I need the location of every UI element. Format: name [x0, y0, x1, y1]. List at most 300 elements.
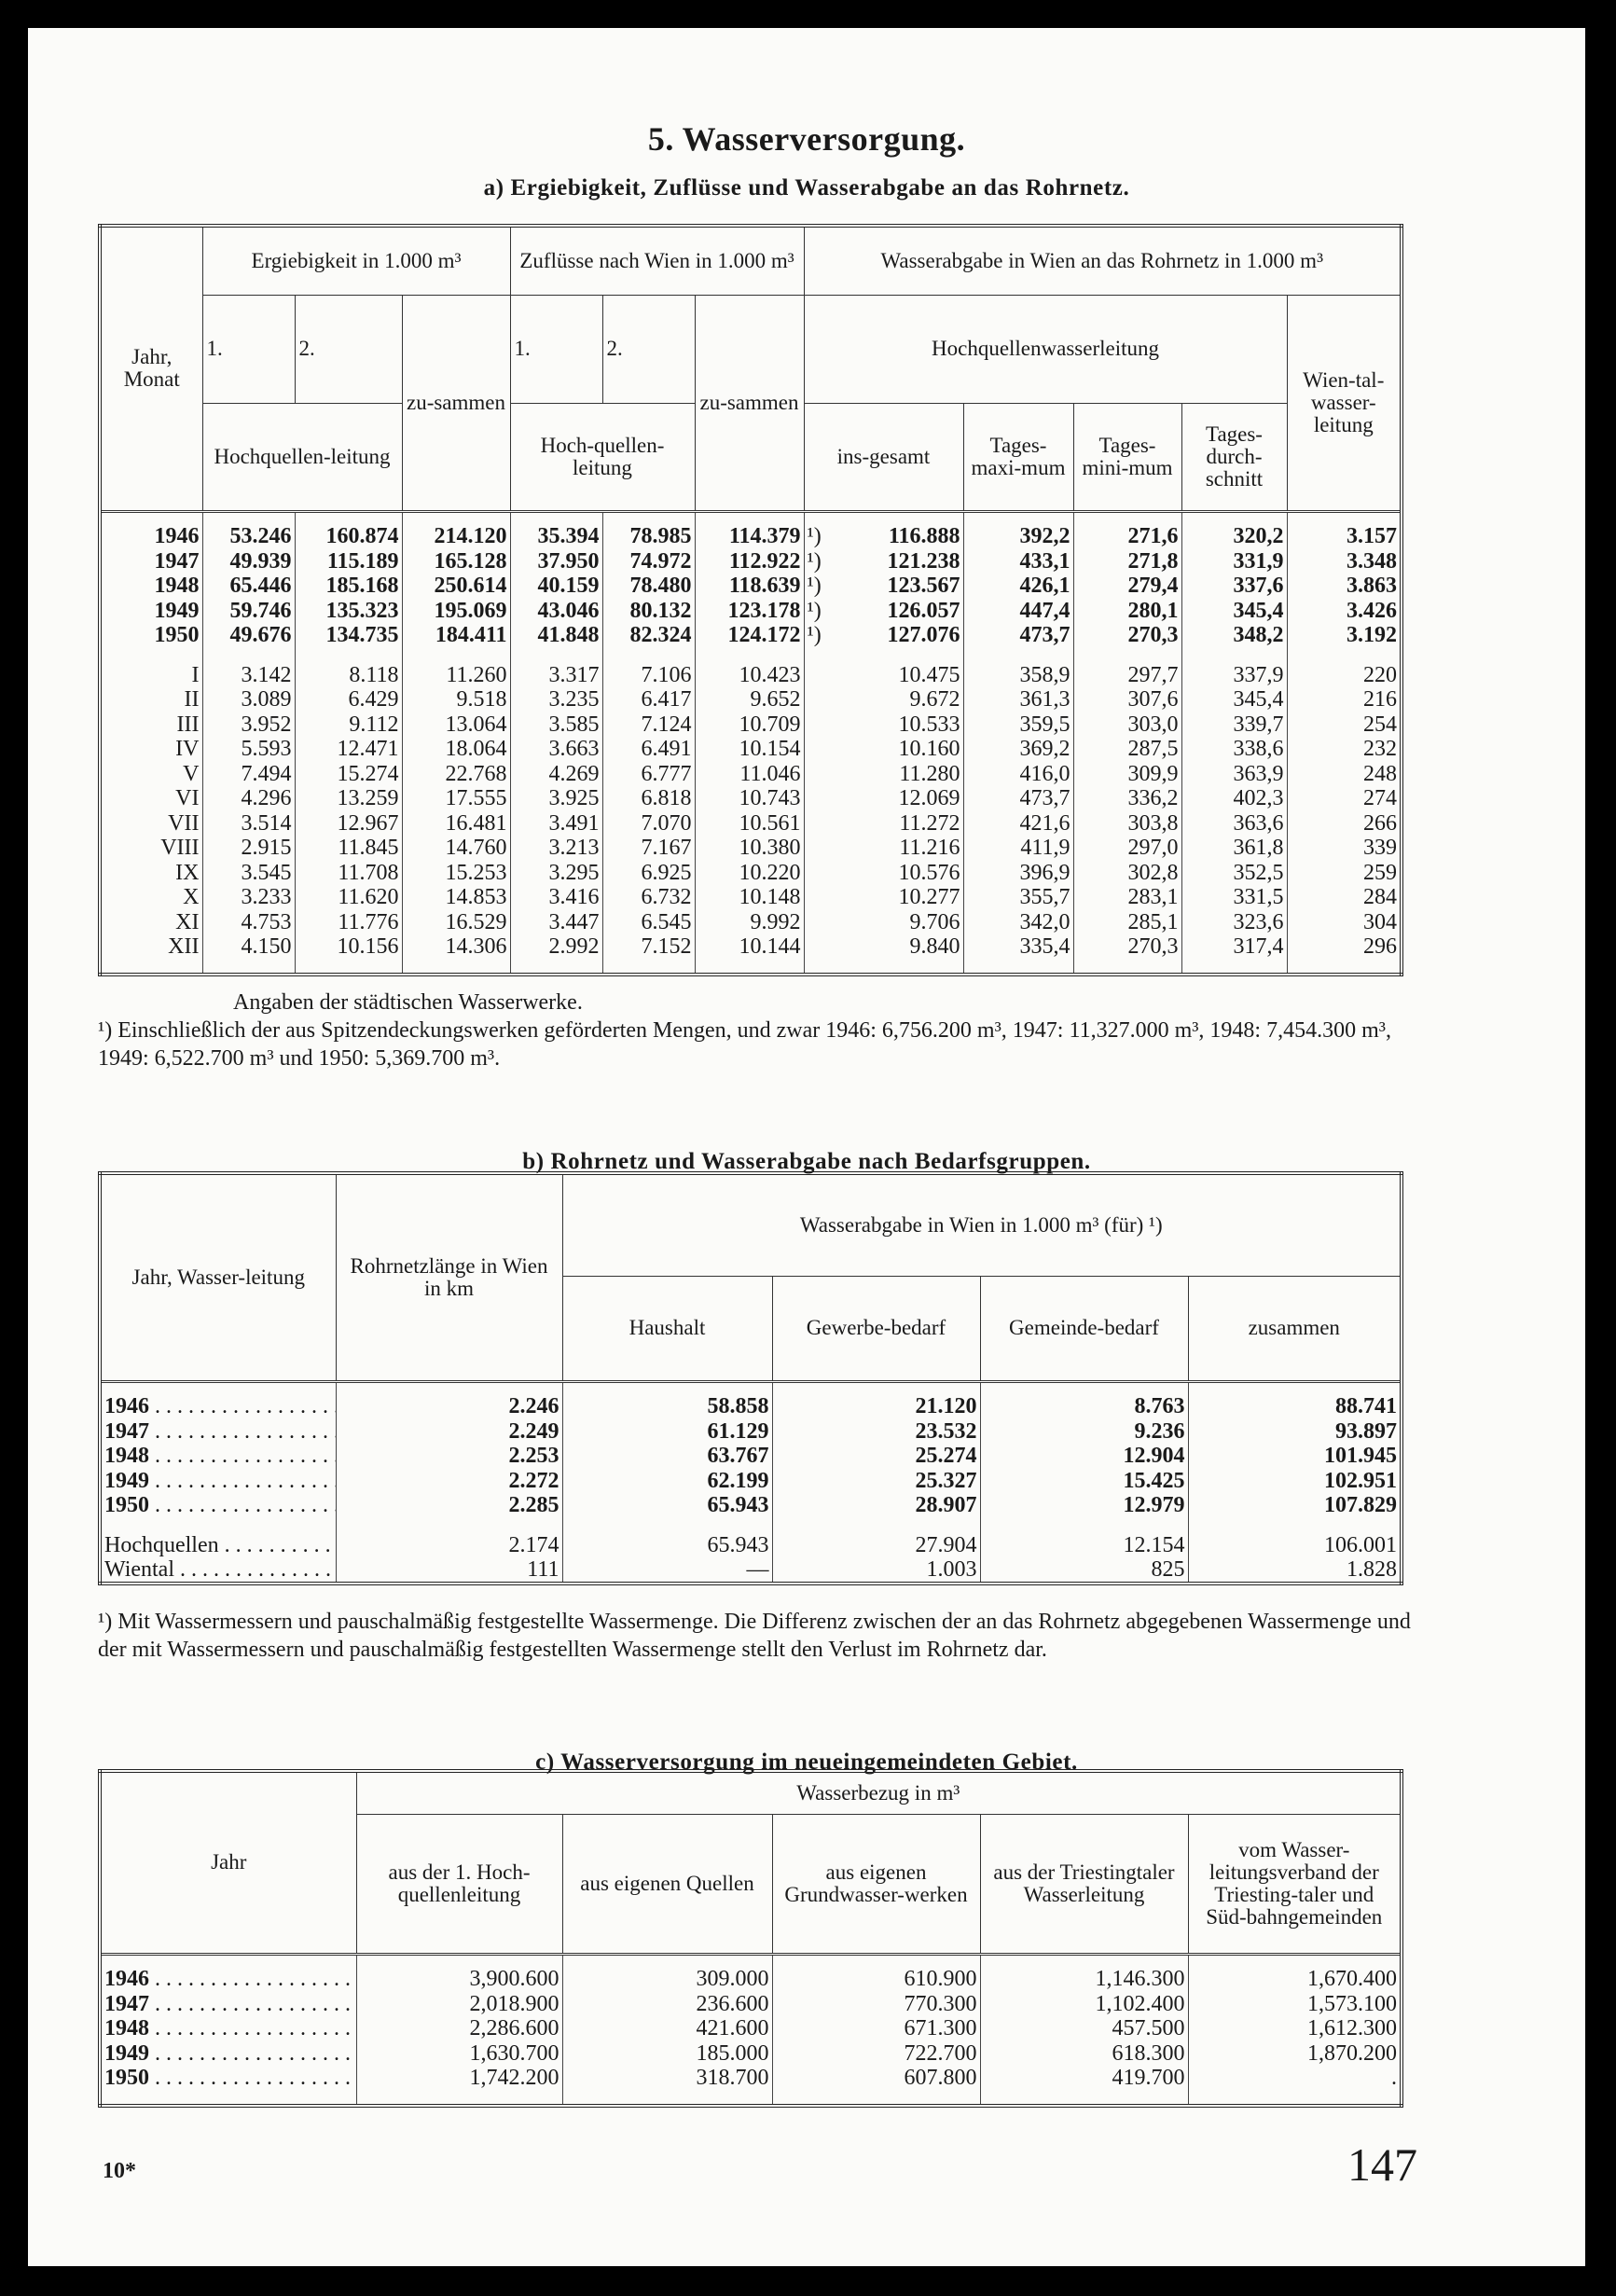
- value-cell: 361,8: [1181, 836, 1287, 861]
- value-cell: 23.532: [772, 1419, 980, 1445]
- value-cell: 323,6: [1181, 910, 1287, 935]
- label: Wiental: [104, 1557, 174, 1582]
- table-row: [100, 1493, 1402, 1518]
- value-cell: 3.235: [510, 687, 602, 712]
- value-cell: 40.159: [510, 574, 602, 599]
- value-cell: 35.394: [510, 524, 602, 549]
- table-row: [100, 599, 1402, 624]
- value-cell: 1,870.200: [1188, 2041, 1402, 2067]
- value-cell: 165.128: [402, 549, 510, 574]
- value-cell: 22.768: [402, 762, 510, 787]
- dot-leader: [149, 1992, 356, 2016]
- table-row: [100, 811, 1402, 837]
- row-label: I: [191, 662, 200, 687]
- footnote-ref: ¹): [807, 598, 822, 623]
- spacer-cell: [100, 1518, 336, 1533]
- value-cell: 331,5: [1181, 885, 1287, 910]
- value-cell: 336,2: [1073, 786, 1181, 811]
- value-cell: 331,9: [1181, 549, 1287, 574]
- value-cell: 3.142: [202, 663, 295, 688]
- value-cell: 12.979: [980, 1493, 1188, 1518]
- value-cell: 3.233: [202, 885, 295, 910]
- value-cell: 3.157: [1287, 524, 1402, 549]
- value-cell: 271,6: [1073, 524, 1181, 549]
- dot-leader: [149, 1394, 336, 1418]
- row-label: VIII: [160, 836, 200, 861]
- value: 9.672: [909, 687, 960, 712]
- value-cell: 825: [980, 1557, 1188, 1584]
- value-cell: 53.246: [202, 524, 295, 549]
- value-cell: 303,0: [1073, 712, 1181, 738]
- table-row: [100, 737, 1402, 762]
- value-cell: 1,670.400: [1188, 1967, 1402, 1992]
- footnote-ref: ¹): [807, 574, 822, 599]
- row-label: [100, 1557, 336, 1584]
- value-cell: 214.120: [402, 524, 510, 549]
- value-cell: 2.992: [510, 934, 602, 960]
- table-row: [100, 2066, 1402, 2091]
- table-row: [100, 836, 1402, 861]
- value-cell: 9.992: [695, 910, 804, 935]
- spacer-cell: [1188, 1381, 1402, 1394]
- spacer-cell: [804, 960, 963, 975]
- spacer-cell: [100, 1381, 336, 1394]
- table-row: [100, 712, 1402, 738]
- value-cell: 41.848: [510, 623, 602, 648]
- value-cell: 3.514: [202, 811, 295, 837]
- value-cell: 317,4: [1181, 934, 1287, 960]
- value-cell: 37.950: [510, 549, 602, 574]
- spacer-cell: [562, 2091, 772, 2106]
- table-row: [100, 762, 1402, 787]
- value-cell: 9.652: [695, 687, 804, 712]
- header-zusammen: zusammen: [1188, 1276, 1402, 1381]
- row-label: II: [184, 687, 200, 712]
- header-rohrnetz: Rohrnetzlänge in Wien in km: [336, 1173, 562, 1381]
- table-row: [100, 1557, 1402, 1584]
- value-cell: 11.845: [295, 836, 402, 861]
- dot-leader: [219, 1533, 336, 1557]
- header-verband: vom Wasser-leitungsverband der Triesting-taler und Süd-bahngemeinden: [1188, 1814, 1402, 1954]
- page-title: 5. Wasserversorgung.: [647, 120, 966, 158]
- section-a-heading: a) Ergiebigkeit, Zuflüsse und Wasserabgabe an das Rohrnetz.: [483, 175, 1130, 201]
- value-cell: .: [1188, 2066, 1402, 2091]
- value-cell: 392,2: [963, 524, 1073, 549]
- value-cell: 473,7: [963, 623, 1073, 648]
- value: 10.277: [898, 885, 960, 910]
- value-cell: 78.480: [602, 574, 695, 599]
- value-cell: 3.952: [202, 712, 295, 738]
- value-cell: 1,573.100: [1188, 1992, 1402, 2017]
- table-row: [100, 1967, 1402, 1992]
- table-row: [100, 910, 1402, 935]
- value-cell: 342,0: [963, 910, 1073, 935]
- dot-leader: [149, 1967, 356, 1991]
- value-cell: 296: [1287, 934, 1402, 960]
- spacer-cell: [980, 1381, 1188, 1394]
- value-cell: 135.323: [295, 599, 402, 624]
- value-cell: [804, 811, 963, 837]
- spacer-cell: [562, 1381, 772, 1394]
- value-cell: 58.858: [562, 1394, 772, 1419]
- table-row: [100, 1533, 1402, 1558]
- spacer-cell: [1188, 1518, 1402, 1533]
- value-cell: 297,0: [1073, 836, 1181, 861]
- value-cell: 6.491: [602, 737, 695, 762]
- table-row: [100, 885, 1402, 910]
- row-label: [100, 1967, 356, 1992]
- header-hochquellenleitung-2: Hoch-quellen-leitung: [510, 403, 695, 511]
- row-label: VI: [175, 786, 200, 811]
- value-cell: 3.585: [510, 712, 602, 738]
- spacer-cell: [1073, 648, 1181, 663]
- value-cell: 2.246: [336, 1394, 562, 1419]
- value-cell: 1,146.300: [980, 1967, 1188, 1992]
- value-cell: 74.972: [602, 549, 695, 574]
- value-cell: 7.167: [602, 836, 695, 861]
- value-cell: 6.925: [602, 861, 695, 886]
- header-zu-zusammen: zu-sammen: [695, 295, 804, 511]
- row-label: [100, 2016, 356, 2041]
- signature-mark: 10*: [103, 2159, 136, 2183]
- row-label: [100, 2041, 356, 2067]
- value-cell: [804, 786, 963, 811]
- value: 10.160: [898, 737, 960, 762]
- value: 121.238: [887, 548, 960, 574]
- table-row: [100, 1444, 1402, 1469]
- value-cell: 185.168: [295, 574, 402, 599]
- value-cell: 402,3: [1181, 786, 1287, 811]
- value-cell: 236.600: [562, 1992, 772, 2017]
- value-cell: —: [562, 1557, 772, 1584]
- value-cell: 14.306: [402, 934, 510, 960]
- value-cell: 7.152: [602, 934, 695, 960]
- spacer-cell: [100, 1954, 356, 1967]
- spacer-cell: [602, 648, 695, 663]
- row-label: III: [176, 712, 200, 737]
- value-cell: 4.296: [202, 786, 295, 811]
- value-cell: [804, 737, 963, 762]
- row-label: [100, 1992, 356, 2017]
- table-row: [100, 2041, 1402, 2067]
- value-cell: 419.700: [980, 2066, 1188, 2091]
- spacer-cell: [402, 511, 510, 524]
- table-row: [100, 1469, 1402, 1494]
- label: 1946: [104, 1394, 149, 1419]
- value-cell: 3.426: [1287, 599, 1402, 624]
- header-jahr: Jahr, Wasser-leitung: [100, 1173, 336, 1381]
- dot-leader: [149, 1444, 336, 1468]
- value-cell: 21.120: [772, 1394, 980, 1419]
- value-cell: 9.518: [402, 687, 510, 712]
- footnote-mark: ¹): [98, 1018, 113, 1043]
- value-cell: 4.269: [510, 762, 602, 787]
- table-c: [98, 1769, 1403, 2108]
- spacer-cell: [772, 1954, 980, 1967]
- row-label: V: [183, 761, 200, 786]
- value-cell: 250.614: [402, 574, 510, 599]
- dot-leader: [149, 2066, 356, 2090]
- value-cell: 112.922: [695, 549, 804, 574]
- value-cell: 25.327: [772, 1469, 980, 1494]
- value-cell: 65.446: [202, 574, 295, 599]
- value-cell: 345,4: [1181, 687, 1287, 712]
- value-cell: 10.423: [695, 663, 804, 688]
- table-b: [98, 1171, 1403, 1585]
- value-cell: [804, 861, 963, 886]
- spacer-cell: [1181, 648, 1287, 663]
- value-cell: [804, 910, 963, 935]
- spacer-cell: [980, 2091, 1188, 2106]
- value-cell: 2.915: [202, 836, 295, 861]
- spacer-cell: [1073, 960, 1181, 975]
- spacer-cell: [510, 960, 602, 975]
- value-cell: 3.447: [510, 910, 602, 935]
- dot-leader: [149, 1469, 336, 1493]
- value-cell: 335,4: [963, 934, 1073, 960]
- value-cell: 184.411: [402, 623, 510, 648]
- value-cell: 1,742.200: [356, 2066, 562, 2091]
- value-cell: 433,1: [963, 549, 1073, 574]
- label: 1948: [104, 2016, 149, 2041]
- row-label: [100, 1493, 336, 1518]
- value-cell: 266: [1287, 811, 1402, 837]
- row-label: [100, 2066, 356, 2091]
- spacer-cell: [980, 1518, 1188, 1533]
- value-cell: 10.156: [295, 934, 402, 960]
- value-cell: 3.192: [1287, 623, 1402, 648]
- value-cell: 618.300: [980, 2041, 1188, 2067]
- value-cell: 8.763: [980, 1394, 1188, 1419]
- value-cell: 396,9: [963, 861, 1073, 886]
- spacer-cell: [295, 511, 402, 524]
- value-cell: 18.064: [402, 737, 510, 762]
- header-insgesamt: ins-gesamt: [804, 403, 963, 511]
- value-cell: 118.639: [695, 574, 804, 599]
- dot-leader: [174, 1557, 336, 1582]
- table-row: [100, 1518, 1402, 1533]
- spacer-cell: [510, 511, 602, 524]
- spacer-cell: [602, 960, 695, 975]
- table-row: [100, 934, 1402, 960]
- value-cell: 457.500: [980, 2016, 1188, 2041]
- spacer-cell: [695, 648, 804, 663]
- header-hochquellenwasserleitung: Hochquellenwasserleitung: [804, 295, 1287, 403]
- value-cell: 1,630.700: [356, 2041, 562, 2067]
- value-cell: 13.064: [402, 712, 510, 738]
- value-cell: [804, 623, 963, 648]
- value-cell: 279,4: [1073, 574, 1181, 599]
- value-cell: 7.106: [602, 663, 695, 688]
- value: 10.576: [898, 860, 960, 885]
- value-cell: 421,6: [963, 811, 1073, 837]
- spacer-cell: [100, 511, 202, 524]
- value-cell: 271,8: [1073, 549, 1181, 574]
- footnote-b: [98, 1608, 1422, 1664]
- spacer-cell: [772, 2091, 980, 2106]
- spacer-cell: [1188, 1954, 1402, 1967]
- value-cell: 3,900.600: [356, 1967, 562, 1992]
- value: 127.076: [887, 623, 960, 648]
- table-row: [100, 663, 1402, 688]
- value-cell: [804, 663, 963, 688]
- value-cell: 13.259: [295, 786, 402, 811]
- header-zufluesse: Zuflüsse nach Wien in 1.000 m³: [510, 226, 804, 295]
- header-gemeinde: Gemeinde-bedarf: [980, 1276, 1188, 1381]
- value-cell: 303,8: [1073, 811, 1181, 837]
- value: 10.533: [898, 712, 960, 737]
- value-cell: 61.129: [562, 1419, 772, 1445]
- value-cell: 88.741: [1188, 1394, 1402, 1419]
- table-row: [100, 623, 1402, 648]
- header-tagesminimum: Tages-mini-mum: [1073, 403, 1181, 511]
- value-cell: 3.491: [510, 811, 602, 837]
- value-cell: 15.253: [402, 861, 510, 886]
- value-cell: 3.213: [510, 836, 602, 861]
- spacer-cell: [980, 1954, 1188, 1967]
- table-row: [100, 549, 1402, 574]
- table-row: [100, 1954, 1402, 1967]
- spacer-cell: [562, 1954, 772, 1967]
- value-cell: 82.324: [602, 623, 695, 648]
- value-cell: 2,286.600: [356, 2016, 562, 2041]
- row-label: [100, 1444, 336, 1469]
- header-tagesmaximum: Tages-maxi-mum: [963, 403, 1073, 511]
- value-cell: 287,5: [1073, 737, 1181, 762]
- label: 1949: [104, 2040, 149, 2066]
- value-cell: 14.760: [402, 836, 510, 861]
- table-row: [100, 574, 1402, 599]
- value: 11.280: [899, 761, 960, 786]
- value-cell: 111: [336, 1557, 562, 1584]
- header-wasserabgabe: Wasserabgabe in Wien an das Rohrnetz in 1.000 m³: [804, 226, 1402, 295]
- value-cell: 11.776: [295, 910, 402, 935]
- table-row: [100, 960, 1402, 975]
- value-cell: 284: [1287, 885, 1402, 910]
- value-cell: 160.874: [295, 524, 402, 549]
- value: 10.475: [898, 662, 960, 687]
- value-cell: 337,6: [1181, 574, 1287, 599]
- value-cell: 416,0: [963, 762, 1073, 787]
- value-cell: 2.285: [336, 1493, 562, 1518]
- value: 11.272: [899, 810, 960, 836]
- value-cell: 2.249: [336, 1419, 562, 1445]
- value-cell: 610.900: [772, 1967, 980, 1992]
- label: 1948: [104, 1444, 149, 1469]
- value-cell: 1.003: [772, 1557, 980, 1584]
- header-haushalt: Haushalt: [562, 1276, 772, 1381]
- value-cell: 426,1: [963, 574, 1073, 599]
- value-cell: [804, 762, 963, 787]
- value-cell: 345,4: [1181, 599, 1287, 624]
- value-cell: 297,7: [1073, 663, 1181, 688]
- footnote-text: Mit Wassermessern und pauschalmäßig festgestellte Wassermenge. Die Differenz zwischen der an das Rohrnetz abgegebenen Wassermenge und der mit Wassermessern und pauschalmäßig festgestellten Wassermenge stellt den Verlust im Rohrnetz dar.: [98, 1610, 1411, 1662]
- spacer-cell: [1287, 511, 1402, 524]
- dot-leader: [149, 2041, 356, 2066]
- value-cell: 6.429: [295, 687, 402, 712]
- spacer-cell: [100, 648, 202, 663]
- value-cell: 9.236: [980, 1419, 1188, 1445]
- value-cell: 2,018.900: [356, 1992, 562, 2017]
- value-cell: 6.417: [602, 687, 695, 712]
- spacer-cell: [336, 1381, 562, 1394]
- row-label: [100, 1469, 336, 1494]
- spacer-cell: [402, 648, 510, 663]
- header-jahr: Jahr: [100, 1771, 356, 1954]
- value-cell: 10.743: [695, 786, 804, 811]
- value: 123.567: [887, 574, 960, 599]
- value-cell: 3.416: [510, 885, 602, 910]
- spacer-cell: [1073, 511, 1181, 524]
- label: 1950: [104, 2066, 149, 2091]
- value-cell: 12.471: [295, 737, 402, 762]
- value-cell: 6.818: [602, 786, 695, 811]
- table-row: [100, 1992, 1402, 2017]
- row-label: [100, 1533, 336, 1558]
- footnote-mark: ¹): [98, 1610, 113, 1634]
- value-cell: 369,2: [963, 737, 1073, 762]
- spacer-cell: [1188, 2091, 1402, 2106]
- spacer-cell: [202, 511, 295, 524]
- value-cell: 27.904: [772, 1533, 980, 1558]
- spacer-cell: [772, 1381, 980, 1394]
- value-cell: 16.529: [402, 910, 510, 935]
- value-cell: 11.620: [295, 885, 402, 910]
- value-cell: 352,5: [1181, 861, 1287, 886]
- value-cell: 7.070: [602, 811, 695, 837]
- value-cell: 195.069: [402, 599, 510, 624]
- value-cell: 309.000: [562, 1967, 772, 1992]
- value-cell: 339,7: [1181, 712, 1287, 738]
- page-number: 147: [1347, 2138, 1417, 2191]
- row-label: [100, 1419, 336, 1445]
- value-cell: 722.700: [772, 2041, 980, 2067]
- header-wasserabgabe: Wasserabgabe in Wien in 1.000 m³ (für) ¹): [562, 1173, 1402, 1276]
- spacer-cell: [295, 960, 402, 975]
- value-cell: [804, 524, 963, 549]
- label: 1947: [104, 1418, 149, 1444]
- header-wiental: Wien-tal-wasser-leitung: [1287, 295, 1402, 511]
- value-cell: 3.925: [510, 786, 602, 811]
- value-cell: 254: [1287, 712, 1402, 738]
- value-cell: 339: [1287, 836, 1402, 861]
- value-cell: [804, 885, 963, 910]
- header-tagesdurchschnitt: Tages-durch-schnitt: [1181, 403, 1287, 511]
- value-cell: 1,612.300: [1188, 2016, 1402, 2041]
- value-cell: 7.124: [602, 712, 695, 738]
- value-cell: 421.600: [562, 2016, 772, 2041]
- label: Hochquellen: [104, 1532, 219, 1557]
- row-label: 1947: [154, 548, 200, 574]
- value-cell: 348,2: [1181, 623, 1287, 648]
- value-cell: 10.380: [695, 836, 804, 861]
- dot-leader: [149, 1493, 336, 1517]
- value-cell: 220: [1287, 663, 1402, 688]
- table-row: [100, 2091, 1402, 2106]
- value-cell: 185.000: [562, 2041, 772, 2067]
- value-cell: 62.199: [562, 1469, 772, 1494]
- value-cell: 25.274: [772, 1444, 980, 1469]
- table-row: [100, 648, 1402, 663]
- value-cell: 7.494: [202, 762, 295, 787]
- value: 9.840: [909, 934, 960, 960]
- value-cell: 10.144: [695, 934, 804, 960]
- table-row: [100, 1394, 1402, 1419]
- value-cell: 114.379: [695, 524, 804, 549]
- value-cell: 320,2: [1181, 524, 1287, 549]
- spacer-cell: [100, 960, 202, 975]
- value-cell: 49.939: [202, 549, 295, 574]
